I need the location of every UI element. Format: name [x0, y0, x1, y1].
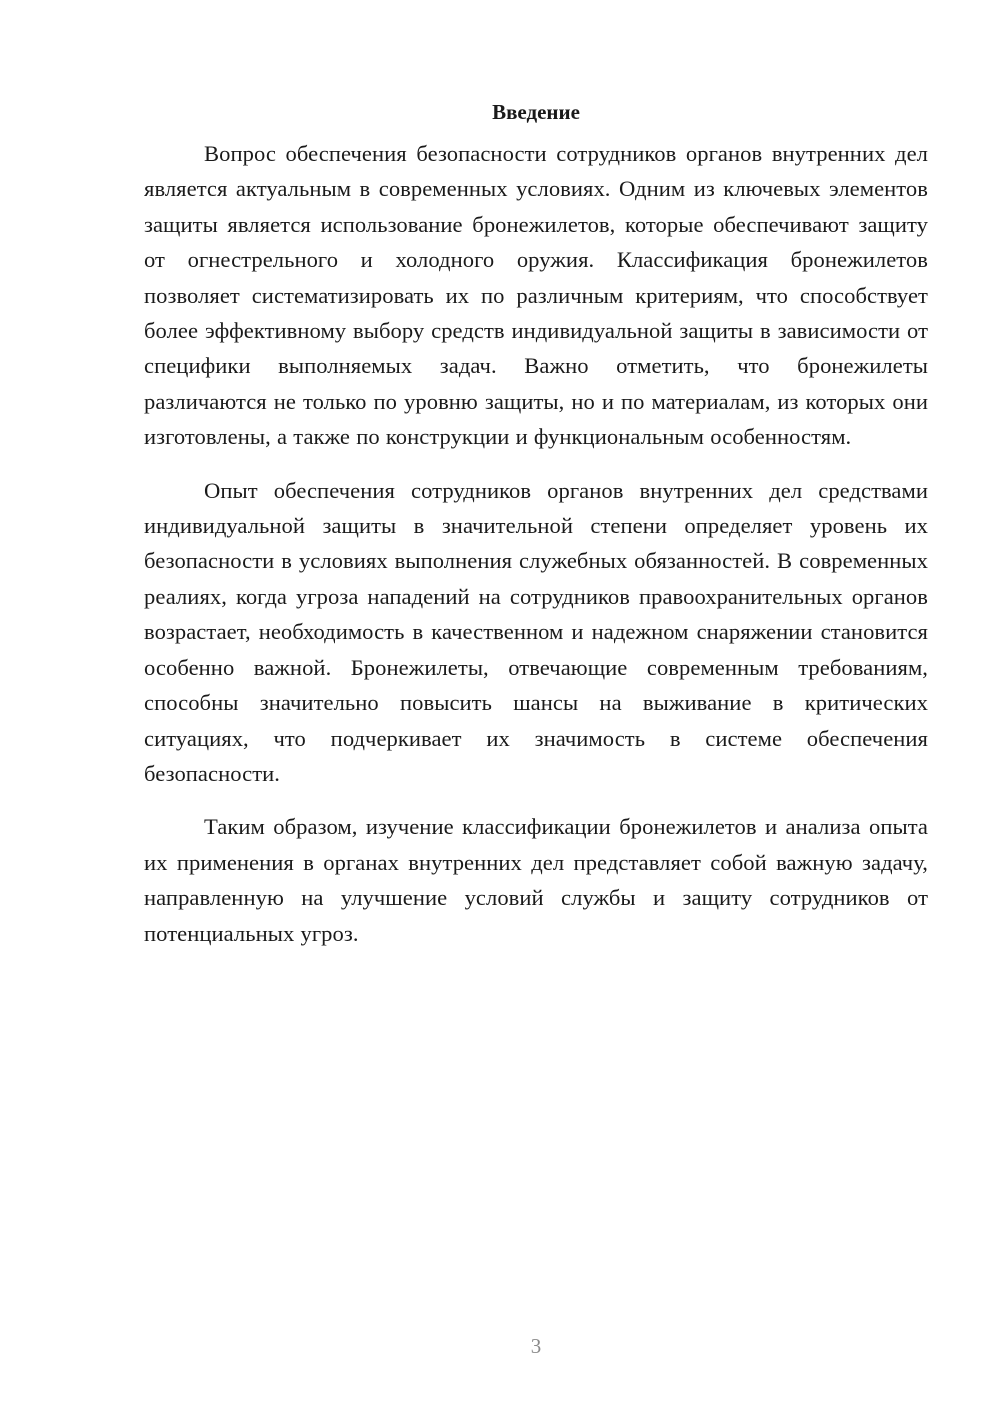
page-content	[144, 98, 928, 969]
paragraph-1: Вопрос обеспечения безопасности сотрудников органов внутренних дел является актуальным в современных условиях. Одним из ключевых элементов защиты является использование бронежилетов, которые обеспечивают защиту от огнестрельного и холодного оружия. Классификация бронежилетов позволяет систематизировать их по различным критериям, что способствует более эффективному выбору средств индивидуальной защиты в зависимости от специфики выполняемых задач. Важно отметить, что бронежилеты различаются не только по уровню защиты, но и по материалам, из которых они изготовлены, а также по конструкции и функциональным особенностям.	[144, 141, 928, 450]
page-number: 3	[530, 1334, 542, 1358]
paragraph-2: Опыт обеспечения сотрудников органов внутренних дел средствами индивидуальной защиты в значительной степени определяет уровень их безопасности в условиях выполнения служебных обязанностей. В современных реалиях, когда угроза нападений на сотрудников правоохранительных органов возрастает, необходимость в качественном и надежном снаряжении становится особенно важной. Бронежилеты, отвечающие современным требованиям, способны значительно повысить шансы на выживание в критических ситуациях, что подчеркивает их значимость в системе обеспечения безопасности.	[144, 477, 928, 786]
paragraph-3: Таким образом, изучение классификации бронежилетов и анализа опыта их применения в органах внутренних дел представляет собой важную задачу, направленную на улучшение условий службы и защиту сотрудников от потенциальных угроз.	[144, 814, 928, 946]
section-title: Введение	[492, 100, 580, 124]
